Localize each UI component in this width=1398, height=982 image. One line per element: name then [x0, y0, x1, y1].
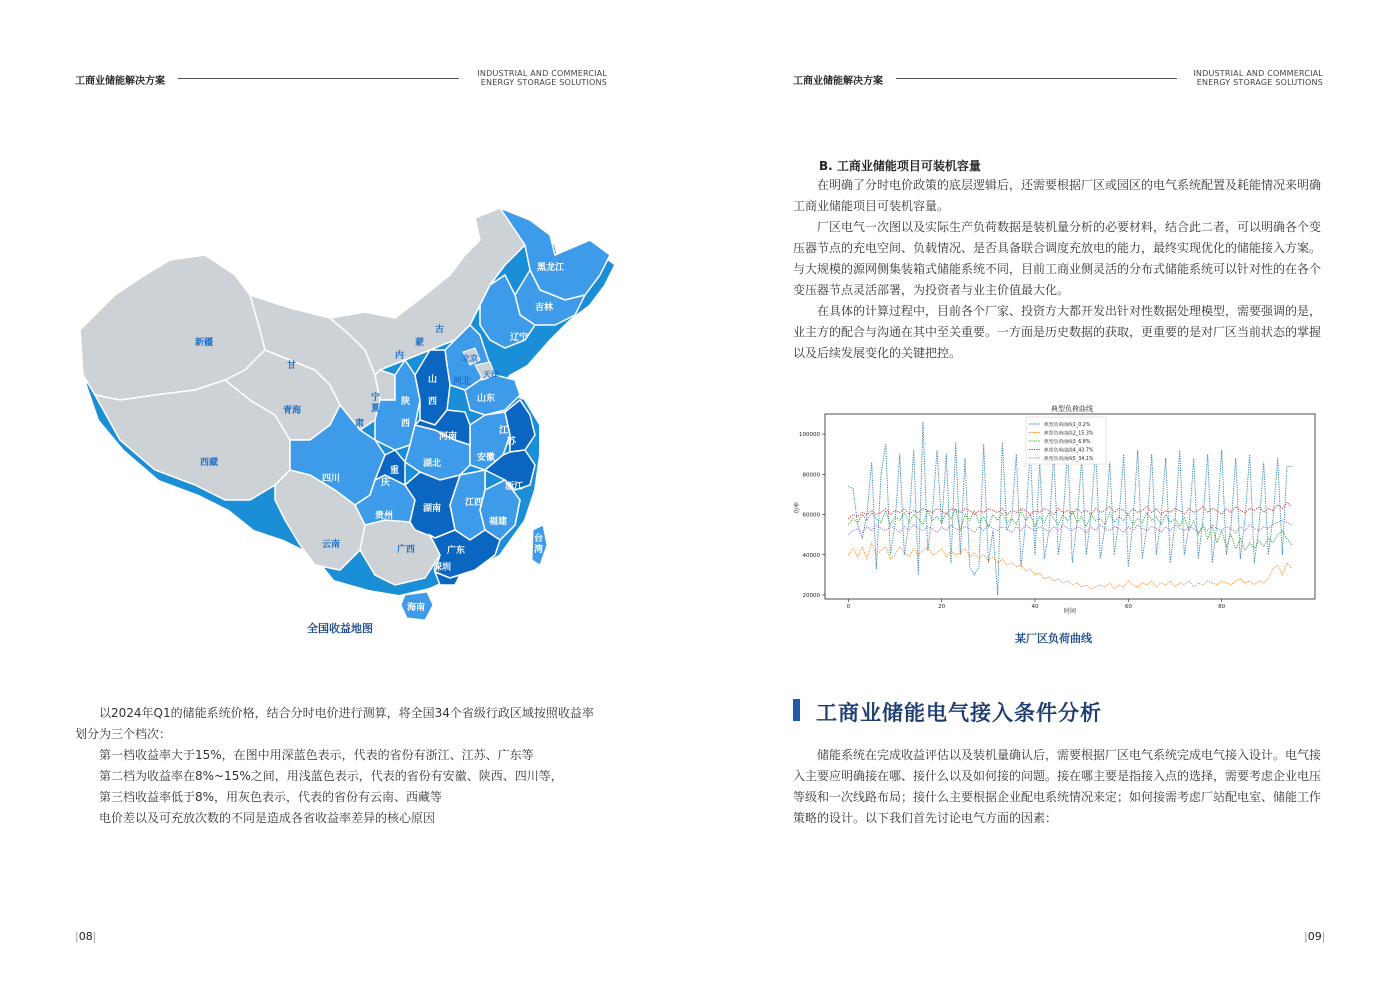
- left-body-text: [75, 703, 605, 829]
- label-ningxia1: 宁: [371, 393, 381, 403]
- left-paragraph-3: 第二档为收益率在8%~15%之间，用浅蓝色表示，代表的省份有安徽、陕西、四川等，: [99, 769, 563, 783]
- chart-title: 典型负荷曲线: [1051, 405, 1093, 413]
- header-title-right: 工商业储能解决方案: [793, 76, 883, 87]
- chart-x-tick-label: 40: [1031, 604, 1039, 610]
- label-hunan: 湖南: [423, 504, 442, 514]
- label-beijing: 北京: [462, 354, 478, 363]
- header-en-line2-right: ENERGY STORAGE SOLUTIONS: [1196, 78, 1323, 87]
- label-guangdong: 广东: [447, 546, 466, 556]
- right-body-top: [793, 175, 1323, 364]
- label-xinjiang: 新疆: [195, 338, 214, 348]
- label-shaanxi1: 陕: [401, 397, 411, 407]
- chart-x-tick-label: 20: [938, 604, 946, 610]
- label-jiangxi: 江西: [465, 498, 484, 508]
- china-revenue-map: [75, 200, 565, 640]
- label-taiwan2: 湾: [534, 545, 544, 555]
- chart-legend: [1026, 417, 1106, 464]
- label-shenzhen: 深圳: [433, 563, 452, 573]
- right-body-bottom: [793, 745, 1323, 829]
- label-shandong: 山东: [477, 394, 496, 404]
- label-gansu: 甘: [287, 361, 297, 371]
- label-guizhou: 贵州: [375, 511, 394, 521]
- chart-x-tick-label: 0: [846, 604, 851, 610]
- label-hainan: 海南: [407, 603, 426, 613]
- label-jiangsu2: 苏: [507, 437, 517, 447]
- left-paragraph-2: 第一档收益率大于15%，在图中用深蓝色表示，代表的省份有浙江、江苏、广东等: [99, 748, 534, 762]
- label-jiangsu1: 江: [499, 426, 509, 436]
- right-paragraph-1: 在明确了分时电价政策的底层逻辑后，还需要根据厂区或园区的电气系统配置及耗能情况来明确工商业储能项目可装机容量。: [793, 178, 1322, 213]
- chart-legend-label: 典型负荷曲线3_6.8%: [1044, 440, 1091, 445]
- chart-legend-label: 典型负荷曲线2_15.3%: [1044, 431, 1094, 437]
- chart-y-tick-label: 60000: [802, 512, 820, 519]
- header-english-title-right: [1155, 69, 1323, 87]
- header-english-title: [440, 69, 607, 87]
- page-number-left-value: 08: [78, 930, 93, 943]
- label-zhejiang: 浙江: [505, 482, 524, 492]
- label-hubei: 湖北: [423, 459, 442, 469]
- subsection-title: B. 工商业储能项目可装机容量: [819, 159, 981, 173]
- label-taiwan1: 台: [534, 534, 544, 544]
- label-shanxi1: 山: [428, 375, 438, 385]
- label-sichuan: 四川: [322, 474, 341, 484]
- left-paragraph-1: 以2024年Q1的储能系统价格，结合分时电价进行测算，将全国34个省级行政区域按照收益率划分为三个档次：: [75, 706, 594, 741]
- load-curve-chart: [790, 402, 1330, 620]
- header-title: 工商业储能解决方案: [75, 76, 165, 87]
- label-fujian: 福建: [489, 517, 508, 527]
- page-number-right: |09|: [1304, 930, 1326, 943]
- chart-x-tick-label: 60: [1124, 604, 1132, 610]
- page-number-left: |08|: [75, 930, 97, 943]
- label-anhui: 安徽: [477, 453, 496, 463]
- label-shanxi2: 西: [428, 397, 438, 407]
- label-chongqing2: 庆: [381, 478, 391, 488]
- chart-y-tick-label: 100000: [799, 432, 820, 439]
- chart-caption: 某厂区负荷曲线: [1015, 632, 1092, 645]
- chart-y-tick-label: 80000: [802, 472, 820, 479]
- header-rule: [178, 78, 459, 79]
- label-neimenggu3: 古: [435, 325, 445, 335]
- right-paragraph-3: 在具体的计算过程中，目前各个厂家、投资方大都开发出针对性数据处理模型，需要强调的是，业主方的配合与沟通在其中至关重要。一方面是历史数据的获取，更重要的是对厂区当前状态的掌握以及后续发展变化的关键把控。: [793, 304, 1322, 360]
- header-en-line1: INDUSTRIAL AND COMMERCIAL: [477, 69, 607, 78]
- chart-legend-label: 典型负荷曲线1_0.2%: [1044, 423, 1091, 428]
- left-paragraph-4: 第三档收益率低于8%，用灰色表示，代表的省份有云南、西藏等: [99, 790, 443, 804]
- section-title: 工商业储能电气接入条件分析: [816, 700, 1102, 725]
- label-ningxia2: 夏: [371, 404, 381, 414]
- chart-y-label: 功率: [794, 501, 801, 515]
- chart-x-tick-label: 80: [1218, 604, 1226, 610]
- chart-x-axis: [847, 599, 1226, 610]
- label-shaanxi2: 西: [401, 419, 411, 429]
- right-paragraph-4: 储能系统在完成收益评估以及装机量确认后，需要根据厂区电气系统完成电气接入设计。电气接入主要应明确接在哪、接什么以及如何接的问题。接在哪主要是指接入点的选择，需要考虑企业电压等级和一次线路布局；接什么主要根据企业配电系统情况来定；如何接需考虑厂站配电室、储能工作策略的设计。以下我们首先讨论电气方面的因素：: [793, 748, 1322, 825]
- page-number-right-value: 09: [1307, 930, 1322, 943]
- label-neimenggu2: 蒙: [415, 338, 425, 348]
- label-neimenggu1: 内: [395, 351, 405, 361]
- label-hebei: 河北: [453, 377, 472, 387]
- label-gansu2: 肃: [355, 419, 365, 429]
- label-qinghai: 青海: [283, 406, 302, 416]
- left-paragraph-5: 电价差以及可充放次数的不同是造成各省收益率差异的核心原因: [99, 811, 436, 825]
- section-title-bar: [793, 699, 800, 721]
- label-guangxi: 广西: [397, 545, 416, 555]
- chart-y-tick-label: 40000: [802, 552, 820, 559]
- label-jilin: 吉林: [535, 303, 554, 313]
- label-yunnan: 云南: [322, 540, 341, 550]
- chart-y-tick-label: 20000: [802, 592, 820, 599]
- chart-legend-label: 典型负荷曲线5_34.1%: [1044, 457, 1094, 462]
- label-liaoning: 辽宁: [510, 333, 529, 343]
- chart-x-label: 时间: [1063, 608, 1077, 615]
- header-en-line1-right: INDUSTRIAL AND COMMERCIAL: [1193, 69, 1323, 78]
- right-paragraph-2: 厂区电气一次图以及实际生产负荷数据是装机量分析的必要材料，结合此二者，可以明确各个变压器节点的充电空间、负载情况、是否具备联合调度充放电的能力，最终实现优化的储能接入方案。与大规模的源网侧集装箱式储能系统不同，目前工商业侧灵活的分布式储能系统可以针对性的在各个变压器节点灵活部署，为投资者与业主价值最大化。: [793, 220, 1322, 297]
- label-xizang: 西藏: [200, 458, 219, 468]
- map-caption: 全国收益地图: [307, 622, 373, 635]
- label-tianjin: 天津: [483, 370, 499, 379]
- header-en-line2: ENERGY STORAGE SOLUTIONS: [480, 78, 607, 87]
- chart-legend-label: 典型负荷曲线4_43.7%: [1044, 448, 1094, 454]
- chart-y-axis: [799, 432, 825, 599]
- header-rule-right: [896, 78, 1177, 79]
- label-heilongjiang: 黑龙江: [537, 263, 565, 273]
- label-chongqing1: 重: [390, 466, 400, 476]
- label-henan: 河南: [439, 432, 458, 442]
